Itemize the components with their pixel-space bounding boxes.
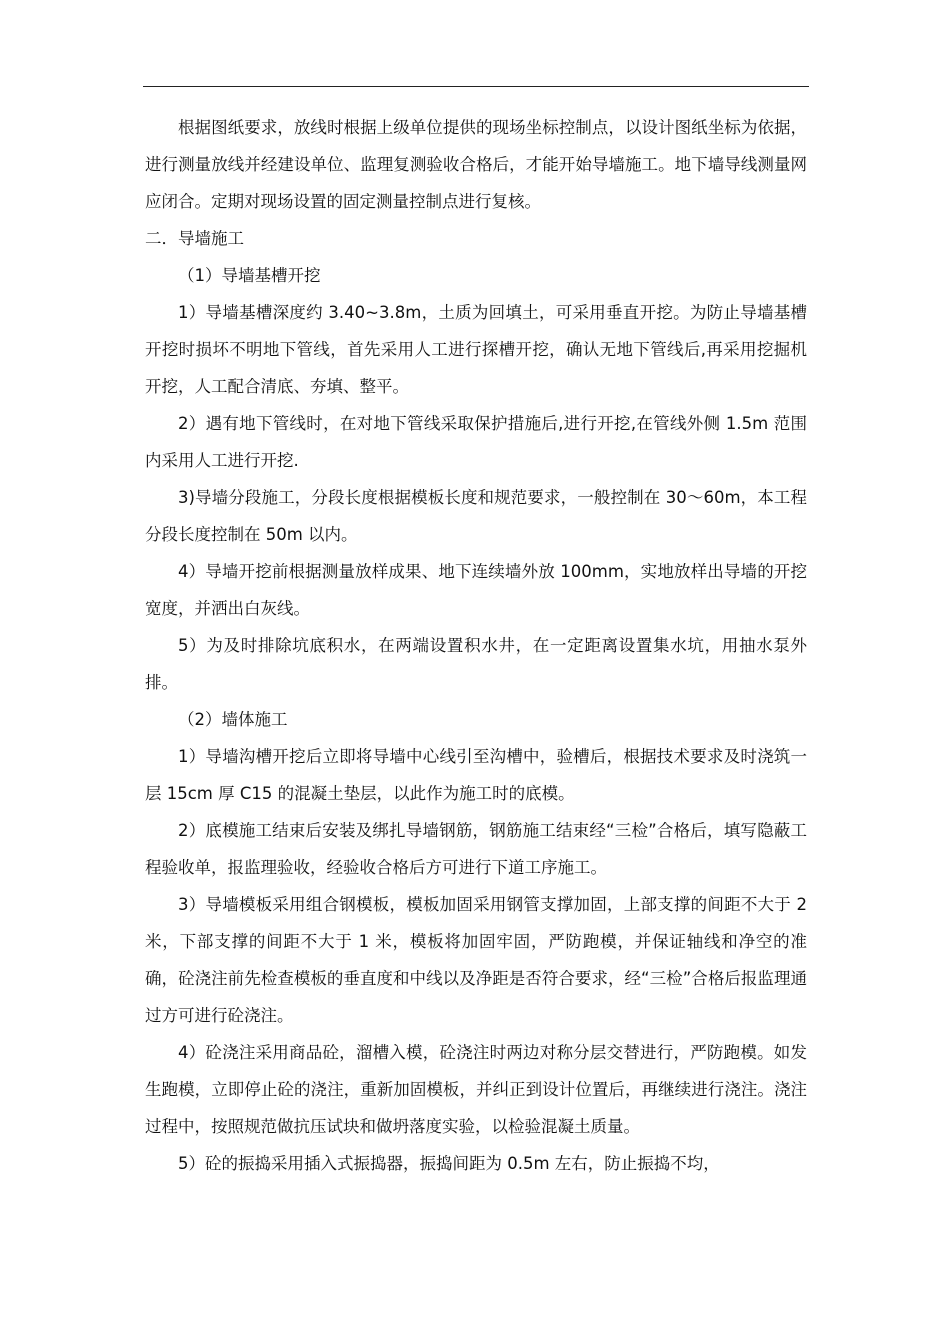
paragraph-trench-1: 1）导墙基槽深度约 3.40~3.8m，土质为回填土，可采用垂直开挖。为防止导墙基槽开挖时损坏不明地下管线，首先采用人工进行探槽开挖，确认无地下管线后,再采用挖掘机开挖，人工配合清底、夯填、整平。 [145,303,807,396]
paragraph-trench-3: 3)导墙分段施工，分段长度根据模板长度和规范要求，一般控制在 30～60m，本工程分段长度控制在 50m 以内。 [145,488,807,544]
paragraph-wall-1: 1）导墙沟槽开挖后立即将导墙中心线引至沟槽中，验槽后，根据技术要求及时浇筑一层 15cm 厚 C15 的混凝土垫层，以此作为施工时的底模。 [145,747,807,803]
subsection-heading-trench-excavation: （1）导墙基槽开挖 [178,266,321,285]
subsection-heading-wall-construction: （2）墙体施工 [178,710,288,729]
section-heading-guide-wall: 二．导墙施工 [145,229,244,248]
paragraph-survey-intro: 根据图纸要求，放线时根据上级单位提供的现场坐标控制点，以设计图纸坐标为依据，进行测量放线并经建设单位、监理复测验收合格后，才能开始导墙施工。地下墙导线测量网应闭合。定期对现场设置的固定测量控制点进行复核。 [145,118,807,211]
paragraph-trench-4: 4）导墙开挖前根据测量放样成果、地下连续墙外放 100mm，实地放样出导墙的开挖宽度，并洒出白灰线。 [145,562,807,618]
document-body [145,109,807,1182]
paragraph-wall-3: 3）导墙模板采用组合钢模板，模板加固采用钢管支撑加固，上部支撑的间距不大于 2 米，下部支撑的间距不大于 1 米，模板将加固牢固，严防跑模，并保证轴线和净空的准确，砼浇注前先检查模板的垂直度和中线以及净距是否符合要求，经“三检”合格后报监理通过方可进行砼浇注。 [145,895,807,1025]
paragraph-trench-5: 5）为及时排除坑底积水，在两端设置积水井，在一定距离设置集水坑，用抽水泵外排。 [145,636,807,692]
paragraph-wall-2: 2）底模施工结束后安装及绑扎导墙钢筋，钢筋施工结束经“三检”合格后，填写隐蔽工程验收单，报监理验收，经验收合格后方可进行下道工序施工。 [145,821,807,877]
paragraph-wall-5: 5）砼的振捣采用插入式振捣器，振捣间距为 0.5m 左右，防止振捣不均， [178,1154,720,1173]
paragraph-wall-4: 4）砼浇注采用商品砼，溜槽入模，砼浇注时两边对称分层交替进行，严防跑模。如发生跑模，立即停止砼的浇注，重新加固模板，并纠正到设计位置后，再继续进行浇注。浇注过程中，按照规范做抗压试块和做坍落度实验，以检验混凝土质量。 [145,1043,807,1136]
paragraph-trench-2: 2）遇有地下管线时，在对地下管线采取保护措施后,进行开挖,在管线外侧 1.5m 范围内采用人工进行开挖. [145,414,807,470]
header-rule [143,86,809,87]
